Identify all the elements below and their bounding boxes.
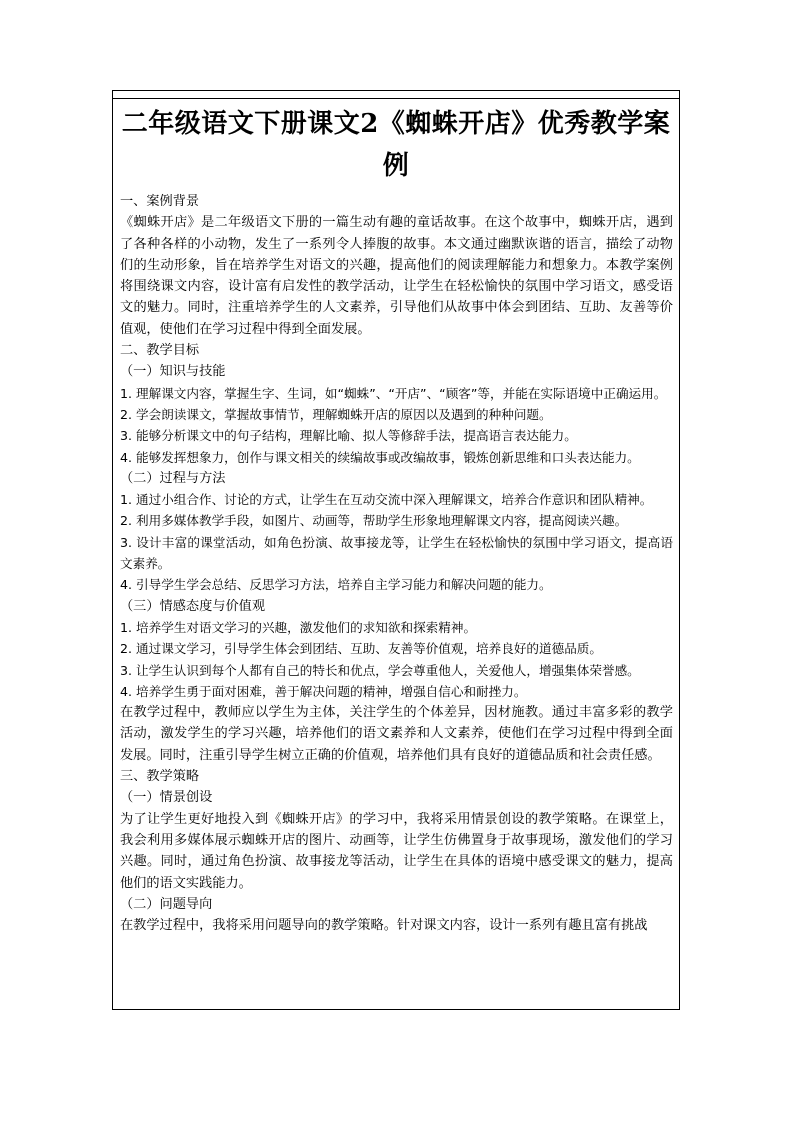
paragraph: 为了让学生更好地投入到《蜘蛛开店》的学习中，我将采用情景创设的教学策略。在课堂上，我会利用多媒体展示蜘蛛开店的图片、动画等，让学生仿佛置身于故事现场，激发他们的学习兴趣。同时，通过角色扮演、故事接龙等活动，让学生在具体的语境中感受课文的魅力，提高他们的语文实践能力。: [120, 811, 673, 891]
list-item: 3. 让学生认识到每个人都有自己的特长和优点，学会尊重他人，关爱他人，增强集体荣誉感。: [120, 662, 640, 678]
header-rule: [113, 98, 679, 99]
list-item: 2. 利用多媒体教学手段，如图片、动画等，帮助学生形象地理解课文内容，提高阅读兴趣。: [120, 513, 628, 529]
paragraph: 在教学过程中，我将采用问题导向的教学策略。针对课文内容，设计一系列有趣且富有挑战: [120, 918, 648, 934]
section-subheading: （二）问题导向: [120, 896, 213, 912]
list-item: 2. 学会朗读课文，掌握故事情节，理解蜘蛛开店的原因以及遇到的种种问题。: [120, 406, 552, 422]
list-item: 4. 引导学生学会总结、反思学习方法，培养自主学习能力和解决问题的能力。: [120, 577, 552, 593]
document-title: 二年级语文下册课文2《蜘蛛开店》优秀教学案例: [121, 109, 671, 181]
list-item: 3. 设计丰富的课堂活动，如角色扮演、故事接龙等，让学生在轻松愉快的氛围中学习语文，提高语文素养。: [120, 534, 673, 572]
section-subheading: （一）情景创设: [120, 790, 213, 806]
section-heading: 三、教学策略: [120, 769, 200, 785]
list-item: 4. 培养学生勇于面对困难，善于解决问题的精神，增强自信心和耐挫力。: [120, 683, 527, 699]
paragraph: 《蜘蛛开店》是二年级语文下册的一篇生动有趣的童话故事。在这个故事中，蜘蛛开店，遇到了各种各样的小动物，发生了一系列令人捧腹的故事。本文通过幽默诙谐的语言，描绘了动物们的生动形象，旨在培养学生对语文的兴趣，提高他们的阅读理解能力和想象力。本教学案例将围绕课文内容，设计富有启发性的教学活动，让学生在轻松愉快的氛围中学习语文，感受语文的魅力。同时，注重培养学生的人文素养，引导他们从故事中体会到团结、互助、友善等价值观，使他们在学习过程中得到全面发展。: [120, 215, 673, 337]
list-item: 1. 理解课文内容，掌握生字、生词，如“蜘蛛”、“开店”、“顾客”等，并能在实际语境中正确运用。: [120, 385, 667, 401]
list-item: 1. 培养学生对语文学习的兴趣，激发他们的求知欲和探索精神。: [120, 619, 477, 635]
list-item: 3. 能够分析课文中的句子结构，理解比喻、拟人等修辞手法，提高语言表达能力。: [120, 428, 577, 444]
section-heading: 一、案例背景: [120, 194, 200, 209]
document-body: [113, 187, 679, 936]
section-subheading: （二）过程与方法: [120, 470, 226, 486]
list-item: 1. 通过小组合作、讨论的方式，让学生在互动交流中深入理解课文，培养合作意识和团队精神。: [120, 492, 653, 508]
list-item: 2. 通过课文学习，引导学生体会到团结、互助、友善等价值观，培养良好的道德品质。: [120, 641, 602, 657]
section-subheading: （一）知识与技能: [120, 364, 226, 380]
document-frame: [112, 90, 680, 1010]
section-subheading: （三）情感态度与价值观: [120, 598, 266, 614]
list-item: 4. 能够发挥想象力，创作与课文相关的续编故事或改编故事，锻炼创新思维和口头表达能力。: [120, 449, 640, 465]
paragraph: 在教学过程中，教师应以学生为主体，关注学生的个体差异，因材施教。通过丰富多彩的教学活动，激发学生的学习兴趣，培养他们的语文素养和人文素养，使他们在学习过程中得到全面发展。同时，注重引导学生树立正确的价值观，培养他们具有良好的道德品质和社会责任感。: [120, 705, 673, 763]
section-heading: 二、教学目标: [120, 343, 200, 359]
